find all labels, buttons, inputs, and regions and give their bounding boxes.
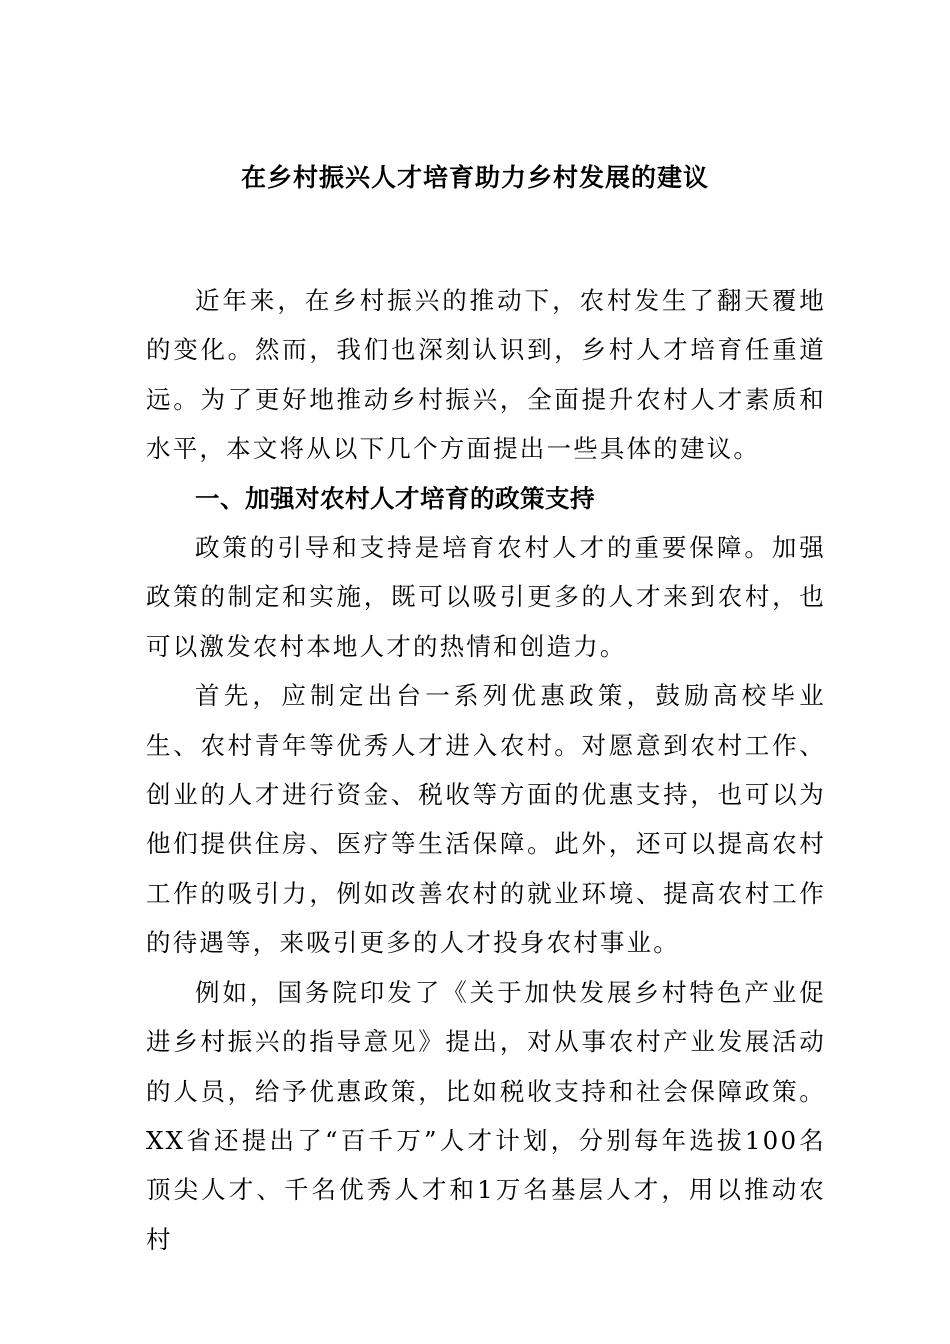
intro-paragraph: 近年来，在乡村振兴的推动下，农村发生了翻天覆地的变化。然而，我们也深刻认识到，乡村人才培育任重道远。为了更好地推动乡村振兴，全面提升农村人才素质和水平，本文将从以下几个方面提出一些具体的建议。 xyxy=(146,286,826,464)
section-heading: 一、加强对农村人才培育的政策支持 xyxy=(195,483,595,513)
document-body xyxy=(146,276,826,1264)
body-paragraph: 首先，应制定出台一系列优惠政策，鼓励高校毕业生、农村青年等优秀人才进入农村。对愿意到农村工作、创业的人才进行资金、税收等方面的优惠支持，也可以为他们提供住房、医疗等生活保障。此外，还可以提高农村工作的吸引力，例如改善农村的就业环境、提高农村工作的待遇等，来吸引更多的人才投身农村事业。 xyxy=(146,681,826,958)
document-title: 在乡村振兴人才培育助力乡村发展的建议 xyxy=(240,163,709,192)
body-paragraph: 例如，国务院印发了《关于加快发展乡村特色产业促进乡村振兴的指导意见》提出，对从事农村产业发展活动的人员，给予优惠政策，比如税收支持和社会保障政策。XX省还提出了“百千万”人才计划，分别每年选拔100名顶尖人才、千名优秀人才和1万名基层人才，用以推动农村 xyxy=(146,977,826,1254)
body-paragraph: 政策的引导和支持是培育农村人才的重要保障。加强政策的制定和实施，既可以吸引更多的人才来到农村，也可以激发农村本地人才的热情和创造力。 xyxy=(146,533,826,661)
